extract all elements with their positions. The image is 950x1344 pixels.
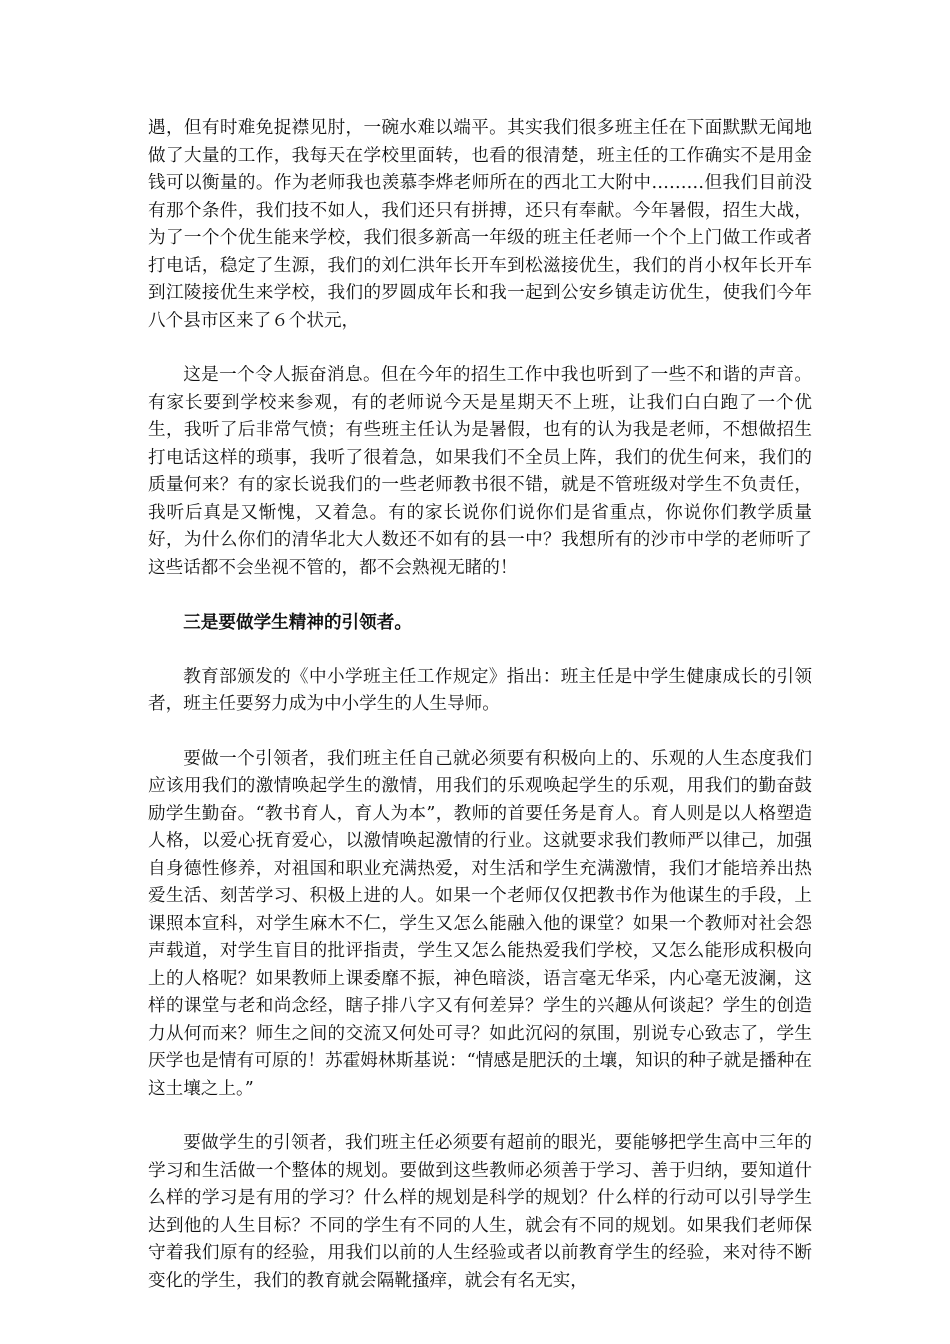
- document-body: [148, 115, 812, 1322]
- paragraph-4: 教育部颁发的《中小学班主任工作规定》指出：班主任是中学生健康成长的引领者，班主任要努力成为中小学生的人生导师。: [148, 666, 812, 714]
- paragraph-6: 要做学生的引领者，我们班主任必须要有超前的眼光，要能够把学生高中三年的学习和生活做一个整体的规划。要做到这些教师必须善于学习、善于归纳，要知道什么样的学习是有用的学习？什么样的规划是科学的规划？什么样的行动可以引导学生达到他的人生目标？不同的学生有不同的人生，就会有不同的规划。如果我们老师保守着我们原有的经验，用我们以前的人生经验或者以前教育学生的经验，来对待不断变化的学生，我们的教育就会隔靴搔痒，就会有名无实，: [148, 1133, 812, 1291]
- paragraph-1: 遇，但有时难免捉襟见肘，一碗水难以端平。其实我们很多班主任在下面默默无闻地做了大量的工作，我每天在学校里面转，也看的很清楚，班主任的工作确实不是用金钱可以衡量的。作为老师我也羡慕李烨老师所在的西北工大附中………但我们目前没有那个条件，我们技不如人，我们还只有拼搏，还只有奉献。今年暑假，招生大战，为了一个个优生能来学校，我们很多新高一年级的班主任老师一个个上门做工作或者打电话，稳定了生源，我们的刘仁洪年长开车到松滋接优生，我们的肖小权年长开车到江陵接优生来学校，我们的罗圆成年长和我一起到公安乡镇走访优生，使我们今年八个县市区来了６个状元，: [148, 118, 812, 331]
- paragraph-2: 这是一个令人振奋消息。但在今年的招生工作中我也听到了一些不和谐的声音。有家长要到学校来参观，有的老师说今天是星期天不上班，让我们白白跑了一个优生，我听了后非常气愤；有些班主任认为是暑假，也有的认为我是老师，不想做招生打电话这样的琐事，我听了很着急，如果我们不全员上阵，我们的优生何来，我们的质量何来？有的家长说我们的一些老师教书很不错，就是不管班级对学生不负责任，我听后真是又惭愧，又着急。有的家长说你们说你们是省重点，你说你们教学质量好，为什么你们的清华北大人数还不如有的县一中？我想所有的沙市中学的老师听了这些话都不会坐视不管的，都不会熟视无睹的！: [148, 365, 812, 578]
- section-heading: 三是要做学生精神的引领者。: [183, 612, 412, 633]
- paragraph-5: 要做一个引领者，我们班主任自己就必须要有积极向上的、乐观的人生态度我们应该用我们的激情唤起学生的激情，用我们的乐观唤起学生的乐观，用我们的勤奋鼓励学生勤奋。“教书育人，育人为本”，教师的首要任务是育人。育人则是以人格塑造人格，以爱心抚育爱心，以激情唤起激情的行业。这就要求我们教师严以律己，加强自身德性修养，对祖国和职业充满热爱，对生活和学生充满激情，我们才能培养出热爱生活、刻苦学习、积极上进的人。如果一个老师仅仅把教书作为他谋生的手段，上课照本宣科，对学生麻木不仁，学生又怎么能融入他的课堂？如果一个教师对社会怨声载道，对学生盲目的批评指责，学生又怎么能热爱我们学校，又怎么能形成积极向上的人格呢？如果教师上课委靡不振，神色暗淡，语言毫无华采，内心毫无波澜，这样的课堂与老和尚念经，瞎子排八字又有何差异？学生的兴趣从何谈起？学生的创造力从何而来？师生之间的交流又何处可寻？如此沉闷的氛围，别说专心致志了，学生厌学也是情有可原的！苏霍姆林斯基说：“情感是肥沃的土壤，知识的种子就是播种在这土壤之上。”: [148, 748, 812, 1099]
